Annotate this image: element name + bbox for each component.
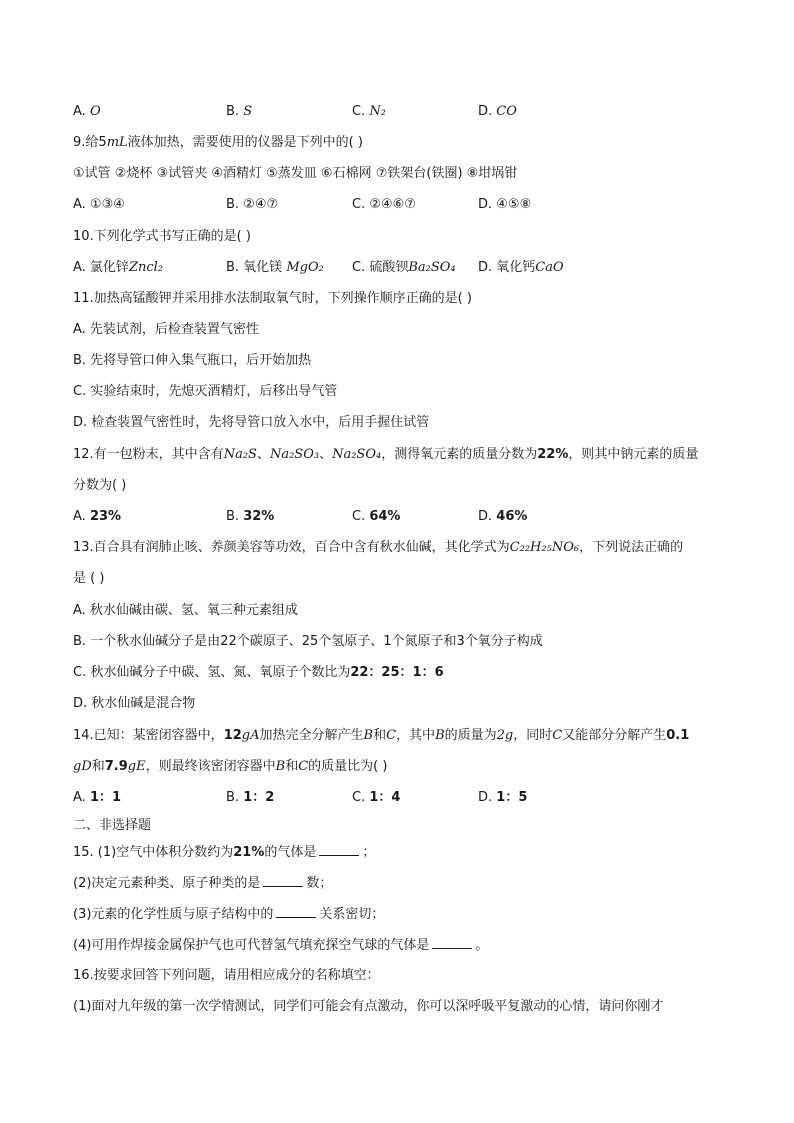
answer-blank[interactable] <box>319 844 359 856</box>
option-a: A. 23% <box>73 509 122 524</box>
answer-blank[interactable] <box>276 906 316 918</box>
question-14-stem: 14.已知：某密闭容器中，12gA加热完全分解产生B和C，其中B的质量为2g，同时C又能部分分解产生0.1 <box>73 728 690 743</box>
option-b: B. 氧化镁 MgO₂ <box>226 260 324 275</box>
option-d: D. 氧化钙CaO <box>478 260 564 275</box>
option-c: C. 实验结束时，先熄灭酒精灯，后移出导气管 <box>73 384 338 399</box>
option-d: D. ④⑤⑧ <box>478 197 532 212</box>
answer-blank[interactable] <box>432 937 472 949</box>
question-10-stem: 10.下列化学式书写正确的是( ) <box>73 229 251 244</box>
question-9-instrument-list: ①试管 ②烧杯 ③试管夹 ④酒精灯 ⑤蒸发皿 ⑥石棉网 ⑦铁架台(铁圈) ⑧坩埚钳 <box>73 166 518 181</box>
section-heading: 二、非选择题 <box>73 818 152 833</box>
option-c: C. 秋水仙碱分子中碳、氢、氮、氧原子个数比为22：25：1：6 <box>73 665 444 680</box>
option-c: C. N₂ <box>352 104 386 119</box>
question-13-stem-continued: 是 ( ) <box>73 571 105 586</box>
option-a: A. O <box>73 104 101 119</box>
question-15-part-4: (4)可用作焊接金属保护气也可代替氢气填充探空气球的气体是 。 <box>73 938 489 953</box>
option-a: A. 先装试剂，后检查装置气密性 <box>73 322 259 337</box>
question-16-stem: 16.按要求回答下列问题，请用相应成分的名称填空： <box>73 968 380 983</box>
question-15-part-2: (2)决定元素种类、原子种类的是 数； <box>73 876 333 891</box>
option-d: D. 检查装置气密性时，先将导管口放入水中，后用手握住试管 <box>73 415 430 430</box>
question-14-stem-continued: gD和7.9gE，则最终该密闭容器中B和C的质量比为( ) <box>73 759 388 774</box>
option-b: B. 32% <box>226 509 275 524</box>
option-b: B. ②④⑦ <box>226 197 279 212</box>
option-b: B. S <box>226 104 253 119</box>
option-a: A. ①③④ <box>73 197 125 212</box>
option-d: D. CO <box>478 104 517 119</box>
option-d: D. 46% <box>478 509 528 524</box>
option-c: C. 硫酸钡Ba₂SO₄ <box>352 260 456 275</box>
option-b: B. 先将导管口伸入集气瓶口，后开始加热 <box>73 353 312 368</box>
question-12-stem-continued: 分数为( ) <box>73 478 127 493</box>
option-d: D. 秋水仙碱是混合物 <box>73 696 196 711</box>
option-a: A. 秋水仙碱由碳、氢、氧三种元素组成 <box>73 603 298 618</box>
option-d: D. 1：5 <box>478 790 528 805</box>
question-15-part-3: (3)元素的化学性质与原子结构中的 关系密切； <box>73 907 385 922</box>
option-c: C. 1：4 <box>352 790 401 805</box>
option-c: C. ②④⑥⑦ <box>352 197 416 212</box>
question-11-stem: 11.加热高锰酸钾并采用排水法制取氧气时，下列操作顺序正确的是( ) <box>73 291 472 306</box>
option-b: B. 1：2 <box>226 790 275 805</box>
option-b: B. 一个秋水仙碱分子是由22个碳原子、25个氢原子、1个氮原子和3个氧分子构成 <box>73 634 543 649</box>
option-a: A. 氯化锌Zncl₂ <box>73 260 163 275</box>
question-16-part-1: (1)面对九年级的第一次学情测试，同学们可能会有点激动，你可以深呼吸平复激动的心情，请问你刚才 <box>73 999 664 1014</box>
option-a: A. 1：1 <box>73 790 122 805</box>
question-9-stem: 9.给5mL液体加热，需要使用的仪器是下列中的( ) <box>73 135 363 150</box>
question-12-stem: 12.有一包粉末，其中含有Na₂S、Na₂SO₃、Na₂SO₄，测得氧元素的质量分数为22%，则其中钠元素的质量 <box>73 447 699 462</box>
answer-blank[interactable] <box>263 875 303 887</box>
question-13-stem: 13.百合具有润肺止咳、养颜美容等功效，百合中含有秋水仙碱，其化学式为C₂₂H₂₅NO₆，下列说法正确的 <box>73 540 684 555</box>
option-c: C. 64% <box>352 509 401 524</box>
question-15-part-1: 15. (1)空气中体积分数约为21%的气体是 ； <box>73 845 376 860</box>
